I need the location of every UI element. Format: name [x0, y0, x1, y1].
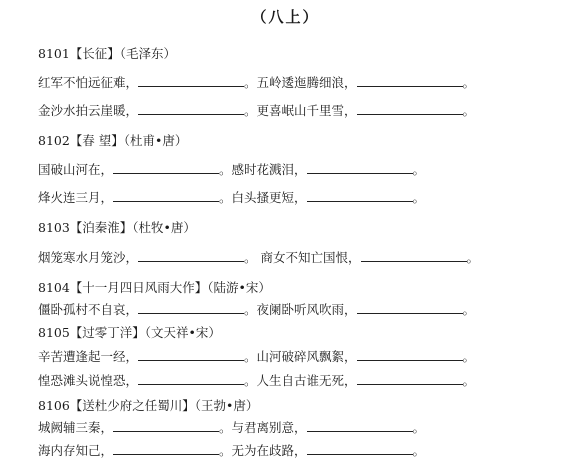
page-heading: （八上）	[251, 8, 320, 26]
verse-text: 红军不怕远征难，	[38, 75, 139, 90]
verse-text: 。	[462, 302, 476, 317]
verse-line	[38, 441, 425, 459]
verse-line	[38, 371, 475, 389]
fill-blank[interactable]	[361, 249, 467, 262]
fill-blank[interactable]	[138, 74, 244, 87]
verse-text: 。	[412, 190, 426, 205]
verse-text: 。 商女不知亡国恨，	[244, 250, 361, 265]
verse-text: 辛苦遭逢起一经，	[38, 349, 139, 364]
verse-text: 国破山河在，	[38, 162, 114, 177]
verse-text: 。	[462, 373, 476, 388]
fill-blank[interactable]	[113, 442, 219, 455]
section-title-8104: 8104【十一月四日风雨大作】（陆游•宋）	[38, 280, 271, 295]
verse-text: 。	[466, 250, 480, 265]
verse-text: 。	[462, 75, 476, 90]
verse-text: 。	[462, 349, 476, 364]
verse-text: 。	[462, 103, 476, 118]
verse-line	[38, 347, 475, 365]
verse-line	[38, 73, 475, 91]
verse-line	[38, 160, 425, 178]
verse-text: 。感时花溅泪，	[219, 162, 307, 177]
verse-text: 。更喜岷山千里雪，	[244, 103, 357, 118]
verse-text: 。五岭逶迤腾细浪，	[244, 75, 357, 90]
verse-text: 。夜阑卧听风吹雨，	[244, 302, 357, 317]
verse-text: 。山河破碎风飘絮，	[244, 349, 357, 364]
section-title-8105: 8105【过零丁洋】（文天祥•宋）	[38, 325, 221, 340]
fill-blank[interactable]	[357, 102, 463, 115]
verse-text: 。人生自古谁无死，	[244, 373, 357, 388]
fill-blank[interactable]	[357, 348, 463, 361]
fill-blank[interactable]	[138, 102, 244, 115]
verse-text: 。	[412, 443, 426, 458]
verse-text: 。无为在歧路，	[219, 443, 307, 458]
verse-line	[38, 101, 475, 119]
verse-text: 海内存知己，	[38, 443, 114, 458]
section-title-8101: 8101【长征】（毛泽东）	[38, 46, 177, 61]
verse-text: 惶恐滩头说惶恐，	[38, 373, 139, 388]
fill-blank[interactable]	[307, 419, 413, 432]
verse-text: 。	[412, 162, 426, 177]
verse-text: 金沙水拍云崖暖，	[38, 103, 139, 118]
fill-blank[interactable]	[357, 74, 463, 87]
fill-blank[interactable]	[138, 372, 244, 385]
verse-text: 。与君离别意，	[219, 420, 307, 435]
verse-line	[38, 248, 479, 266]
section-title-8103: 8103【泊秦淮】（杜牧•唐）	[38, 220, 196, 235]
verse-text: 僵卧孤村不自哀，	[38, 302, 139, 317]
verse-text: 烟笼寒水月笼沙，	[38, 250, 139, 265]
verse-text: 。	[412, 420, 426, 435]
verse-text: 烽火连三月，	[38, 190, 114, 205]
fill-blank[interactable]	[113, 419, 219, 432]
verse-line	[38, 418, 425, 436]
fill-blank[interactable]	[307, 442, 413, 455]
fill-blank[interactable]	[138, 348, 244, 361]
fill-blank[interactable]	[113, 189, 219, 202]
fill-blank[interactable]	[357, 301, 463, 314]
section-title-8106: 8106【送杜少府之任蜀川】（王勃•唐）	[38, 398, 259, 413]
fill-blank[interactable]	[138, 249, 244, 262]
fill-blank[interactable]	[357, 372, 463, 385]
section-title-8102: 8102【春 望】（杜甫•唐）	[38, 133, 188, 148]
verse-text: 。白头搔更短，	[219, 190, 307, 205]
fill-blank[interactable]	[307, 189, 413, 202]
verse-line	[38, 188, 425, 206]
fill-blank[interactable]	[307, 161, 413, 174]
verse-text: 城阙辅三秦，	[38, 420, 114, 435]
fill-blank[interactable]	[113, 161, 219, 174]
verse-line	[38, 300, 475, 318]
fill-blank[interactable]	[138, 301, 244, 314]
